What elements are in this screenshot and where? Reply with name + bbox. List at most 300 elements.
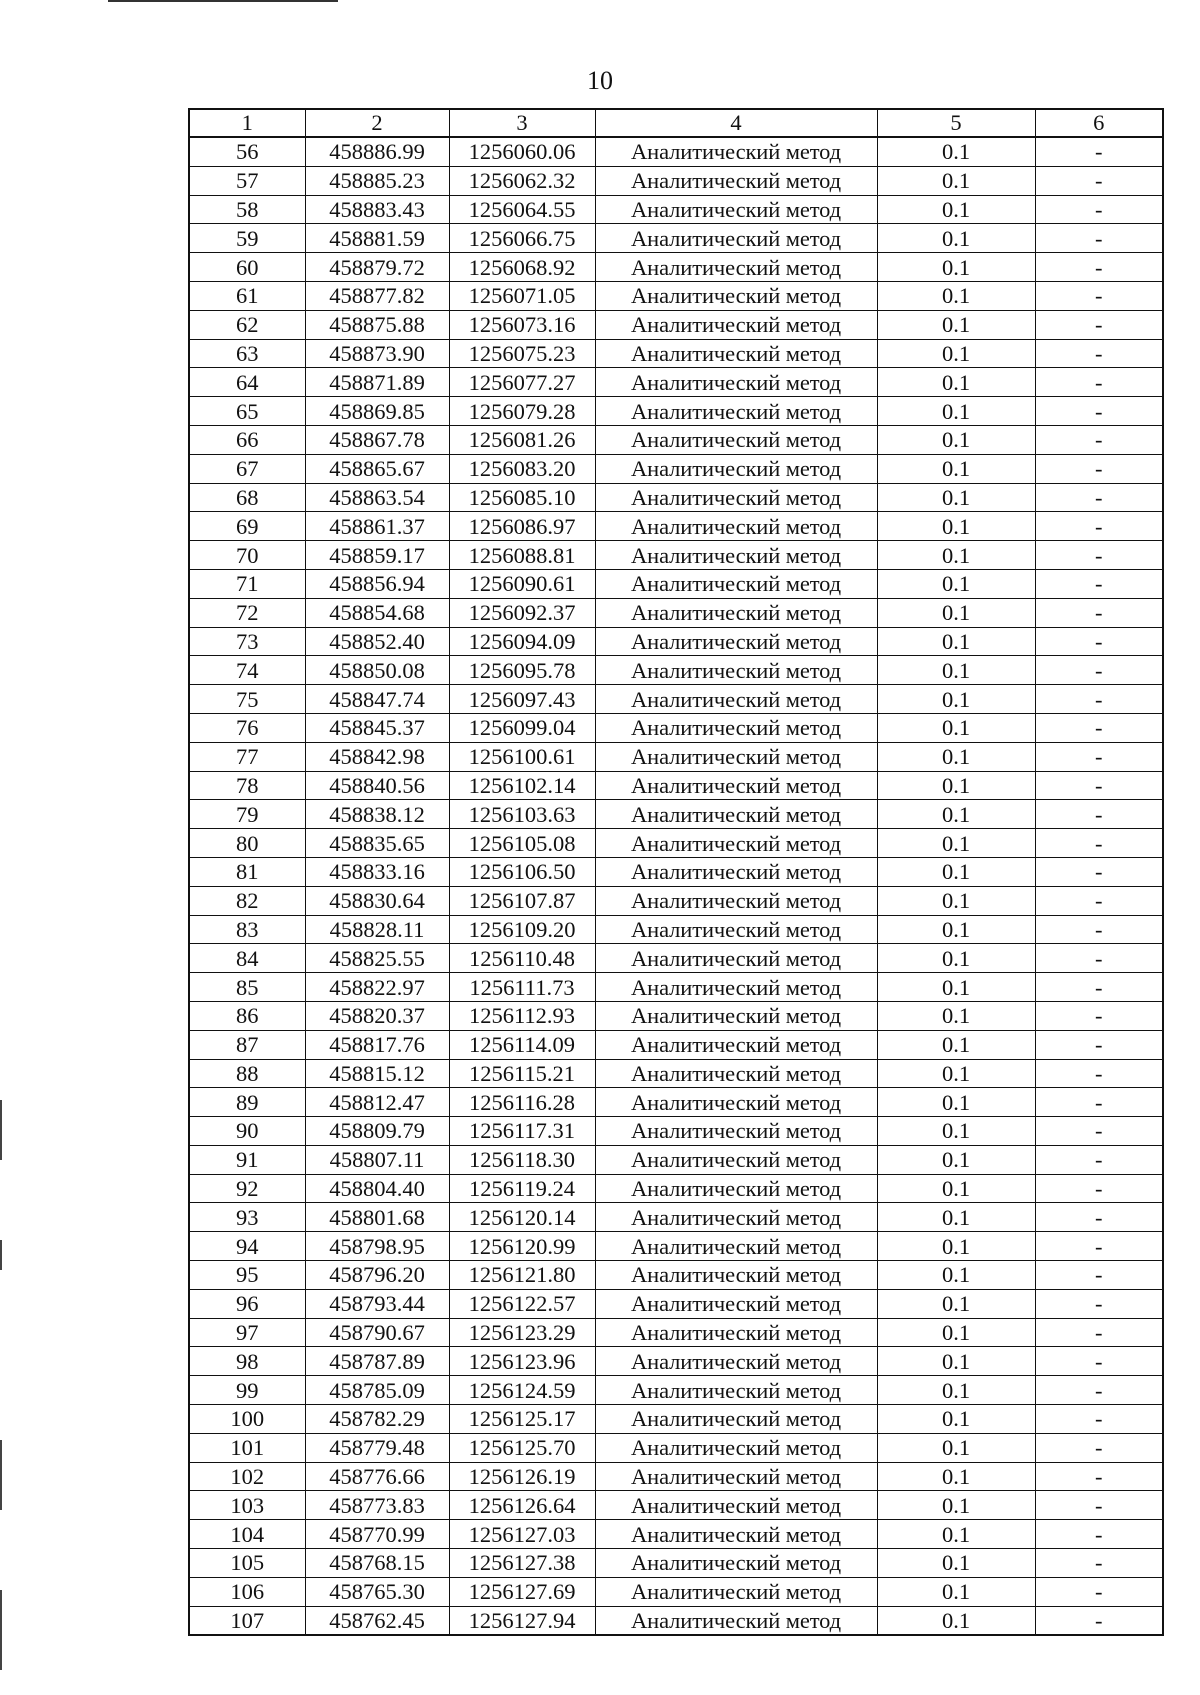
y-coordinate-cell: 1256127.03 xyxy=(449,1520,595,1549)
y-coordinate-cell: 1256122.57 xyxy=(449,1289,595,1318)
y-coordinate-cell: 1256097.43 xyxy=(449,685,595,714)
x-coordinate-cell: 458770.99 xyxy=(305,1520,449,1549)
method-cell: Аналитический метод xyxy=(595,310,877,339)
method-cell: Аналитический метод xyxy=(595,1549,877,1578)
description-cell: - xyxy=(1035,281,1163,310)
point-number-cell: 66 xyxy=(189,425,305,454)
table-row xyxy=(189,281,1163,310)
x-coordinate-cell: 458869.85 xyxy=(305,397,449,426)
accuracy-cell: 0.1 xyxy=(877,224,1035,253)
table-row xyxy=(189,713,1163,742)
description-cell: - xyxy=(1035,886,1163,915)
method-cell: Аналитический метод xyxy=(595,1261,877,1290)
method-cell: Аналитический метод xyxy=(595,1145,877,1174)
y-coordinate-cell: 1256125.17 xyxy=(449,1405,595,1434)
accuracy-cell: 0.1 xyxy=(877,1001,1035,1030)
x-coordinate-cell: 458787.89 xyxy=(305,1347,449,1376)
column-header: 4 xyxy=(595,109,877,137)
description-cell: - xyxy=(1035,1203,1163,1232)
point-number-cell: 80 xyxy=(189,829,305,858)
method-cell: Аналитический метод xyxy=(595,944,877,973)
accuracy-cell: 0.1 xyxy=(877,541,1035,570)
method-cell: Аналитический метод xyxy=(595,1059,877,1088)
x-coordinate-cell: 458881.59 xyxy=(305,224,449,253)
y-coordinate-cell: 1256066.75 xyxy=(449,224,595,253)
method-cell: Аналитический метод xyxy=(595,339,877,368)
x-coordinate-cell: 458762.45 xyxy=(305,1606,449,1635)
table-row xyxy=(189,1549,1163,1578)
point-number-cell: 84 xyxy=(189,944,305,973)
y-coordinate-cell: 1256073.16 xyxy=(449,310,595,339)
point-number-cell: 70 xyxy=(189,541,305,570)
accuracy-cell: 0.1 xyxy=(877,1030,1035,1059)
description-cell: - xyxy=(1035,627,1163,656)
accuracy-cell: 0.1 xyxy=(877,1203,1035,1232)
table-row xyxy=(189,857,1163,886)
description-cell: - xyxy=(1035,1405,1163,1434)
table-row xyxy=(189,1232,1163,1261)
y-coordinate-cell: 1256081.26 xyxy=(449,425,595,454)
y-coordinate-cell: 1256077.27 xyxy=(449,368,595,397)
x-coordinate-cell: 458871.89 xyxy=(305,368,449,397)
x-coordinate-cell: 458815.12 xyxy=(305,1059,449,1088)
accuracy-cell: 0.1 xyxy=(877,1577,1035,1606)
x-coordinate-cell: 458859.17 xyxy=(305,541,449,570)
point-number-cell: 74 xyxy=(189,656,305,685)
table-row xyxy=(189,829,1163,858)
table-row xyxy=(189,1059,1163,1088)
table-row xyxy=(189,1001,1163,1030)
point-number-cell: 95 xyxy=(189,1261,305,1290)
accuracy-cell: 0.1 xyxy=(877,1318,1035,1347)
table-row xyxy=(189,1145,1163,1174)
table-row xyxy=(189,253,1163,282)
description-cell: - xyxy=(1035,1577,1163,1606)
table-row xyxy=(189,973,1163,1002)
description-cell: - xyxy=(1035,1491,1163,1520)
description-cell: - xyxy=(1035,195,1163,224)
table-row xyxy=(189,541,1163,570)
table-row xyxy=(189,569,1163,598)
x-coordinate-cell: 458877.82 xyxy=(305,281,449,310)
x-coordinate-cell: 458790.67 xyxy=(305,1318,449,1347)
y-coordinate-cell: 1256105.08 xyxy=(449,829,595,858)
y-coordinate-cell: 1256075.23 xyxy=(449,339,595,368)
point-number-cell: 69 xyxy=(189,512,305,541)
accuracy-cell: 0.1 xyxy=(877,483,1035,512)
accuracy-cell: 0.1 xyxy=(877,886,1035,915)
accuracy-cell: 0.1 xyxy=(877,713,1035,742)
point-number-cell: 75 xyxy=(189,685,305,714)
accuracy-cell: 0.1 xyxy=(877,166,1035,195)
description-cell: - xyxy=(1035,310,1163,339)
accuracy-cell: 0.1 xyxy=(877,1289,1035,1318)
x-coordinate-cell: 458776.66 xyxy=(305,1462,449,1491)
point-number-cell: 72 xyxy=(189,598,305,627)
method-cell: Аналитический метод xyxy=(595,1174,877,1203)
x-coordinate-cell: 458852.40 xyxy=(305,627,449,656)
description-cell: - xyxy=(1035,1347,1163,1376)
y-coordinate-cell: 1256088.81 xyxy=(449,541,595,570)
header-rule xyxy=(108,0,338,2)
y-coordinate-cell: 1256127.38 xyxy=(449,1549,595,1578)
x-coordinate-cell: 458873.90 xyxy=(305,339,449,368)
accuracy-cell: 0.1 xyxy=(877,685,1035,714)
description-cell: - xyxy=(1035,454,1163,483)
point-number-cell: 79 xyxy=(189,800,305,829)
table-row xyxy=(189,224,1163,253)
page-number: 10 xyxy=(587,66,613,95)
x-coordinate-cell: 458885.23 xyxy=(305,166,449,195)
y-coordinate-cell: 1256086.97 xyxy=(449,512,595,541)
method-cell: Аналитический метод xyxy=(595,1347,877,1376)
description-cell: - xyxy=(1035,137,1163,166)
method-cell: Аналитический метод xyxy=(595,1203,877,1232)
accuracy-cell: 0.1 xyxy=(877,1174,1035,1203)
point-number-cell: 88 xyxy=(189,1059,305,1088)
y-coordinate-cell: 1256099.04 xyxy=(449,713,595,742)
column-header: 2 xyxy=(305,109,449,137)
description-cell: - xyxy=(1035,1462,1163,1491)
x-coordinate-cell: 458854.68 xyxy=(305,598,449,627)
description-cell: - xyxy=(1035,339,1163,368)
point-number-cell: 78 xyxy=(189,771,305,800)
point-number-cell: 99 xyxy=(189,1376,305,1405)
table-row xyxy=(189,310,1163,339)
y-coordinate-cell: 1256123.96 xyxy=(449,1347,595,1376)
point-number-cell: 101 xyxy=(189,1433,305,1462)
point-number-cell: 61 xyxy=(189,281,305,310)
x-coordinate-cell: 458793.44 xyxy=(305,1289,449,1318)
point-number-cell: 76 xyxy=(189,713,305,742)
table-row xyxy=(189,598,1163,627)
y-coordinate-cell: 1256120.99 xyxy=(449,1232,595,1261)
table-row xyxy=(189,425,1163,454)
point-number-cell: 63 xyxy=(189,339,305,368)
point-number-cell: 91 xyxy=(189,1145,305,1174)
table-row xyxy=(189,1577,1163,1606)
x-coordinate-cell: 458768.15 xyxy=(305,1549,449,1578)
y-coordinate-cell: 1256103.63 xyxy=(449,800,595,829)
method-cell: Аналитический метод xyxy=(595,685,877,714)
table-row xyxy=(189,685,1163,714)
accuracy-cell: 0.1 xyxy=(877,1376,1035,1405)
accuracy-cell: 0.1 xyxy=(877,973,1035,1002)
x-coordinate-cell: 458842.98 xyxy=(305,742,449,771)
method-cell: Аналитический метод xyxy=(595,915,877,944)
column-header: 1 xyxy=(189,109,305,137)
description-cell: - xyxy=(1035,829,1163,858)
method-cell: Аналитический метод xyxy=(595,1318,877,1347)
description-cell: - xyxy=(1035,973,1163,1002)
accuracy-cell: 0.1 xyxy=(877,310,1035,339)
x-coordinate-cell: 458812.47 xyxy=(305,1088,449,1117)
description-cell: - xyxy=(1035,1318,1163,1347)
description-cell: - xyxy=(1035,512,1163,541)
table-row xyxy=(189,1088,1163,1117)
table-row xyxy=(189,1203,1163,1232)
y-coordinate-cell: 1256068.92 xyxy=(449,253,595,282)
description-cell: - xyxy=(1035,1117,1163,1146)
table-row xyxy=(189,886,1163,915)
table-row xyxy=(189,137,1163,166)
y-coordinate-cell: 1256071.05 xyxy=(449,281,595,310)
y-coordinate-cell: 1256117.31 xyxy=(449,1117,595,1146)
point-number-cell: 58 xyxy=(189,195,305,224)
method-cell: Аналитический метод xyxy=(595,1405,877,1434)
accuracy-cell: 0.1 xyxy=(877,598,1035,627)
method-cell: Аналитический метод xyxy=(595,368,877,397)
description-cell: - xyxy=(1035,598,1163,627)
x-coordinate-cell: 458822.97 xyxy=(305,973,449,1002)
table-row xyxy=(189,1318,1163,1347)
x-coordinate-cell: 458809.79 xyxy=(305,1117,449,1146)
accuracy-cell: 0.1 xyxy=(877,1261,1035,1290)
table-row xyxy=(189,656,1163,685)
point-number-cell: 96 xyxy=(189,1289,305,1318)
point-number-cell: 62 xyxy=(189,310,305,339)
method-cell: Аналитический метод xyxy=(595,425,877,454)
method-cell: Аналитический метод xyxy=(595,857,877,886)
point-number-cell: 94 xyxy=(189,1232,305,1261)
accuracy-cell: 0.1 xyxy=(877,425,1035,454)
method-cell: Аналитический метод xyxy=(595,598,877,627)
method-cell: Аналитический метод xyxy=(595,195,877,224)
method-cell: Аналитический метод xyxy=(595,569,877,598)
x-coordinate-cell: 458875.88 xyxy=(305,310,449,339)
description-cell: - xyxy=(1035,1030,1163,1059)
table-row xyxy=(189,166,1163,195)
y-coordinate-cell: 1256083.20 xyxy=(449,454,595,483)
point-number-cell: 87 xyxy=(189,1030,305,1059)
accuracy-cell: 0.1 xyxy=(877,281,1035,310)
x-coordinate-cell: 458861.37 xyxy=(305,512,449,541)
y-coordinate-cell: 1256120.14 xyxy=(449,1203,595,1232)
description-cell: - xyxy=(1035,166,1163,195)
accuracy-cell: 0.1 xyxy=(877,1059,1035,1088)
method-cell: Аналитический метод xyxy=(595,627,877,656)
x-coordinate-cell: 458835.65 xyxy=(305,829,449,858)
point-number-cell: 67 xyxy=(189,454,305,483)
x-coordinate-cell: 458847.74 xyxy=(305,685,449,714)
y-coordinate-cell: 1256124.59 xyxy=(449,1376,595,1405)
method-cell: Аналитический метод xyxy=(595,253,877,282)
y-coordinate-cell: 1256100.61 xyxy=(449,742,595,771)
accuracy-cell: 0.1 xyxy=(877,627,1035,656)
method-cell: Аналитический метод xyxy=(595,512,877,541)
accuracy-cell: 0.1 xyxy=(877,368,1035,397)
accuracy-cell: 0.1 xyxy=(877,800,1035,829)
description-cell: - xyxy=(1035,656,1163,685)
y-coordinate-cell: 1256125.70 xyxy=(449,1433,595,1462)
point-number-cell: 71 xyxy=(189,569,305,598)
point-number-cell: 102 xyxy=(189,1462,305,1491)
point-number-cell: 105 xyxy=(189,1549,305,1578)
description-cell: - xyxy=(1035,1376,1163,1405)
method-cell: Аналитический метод xyxy=(595,1462,877,1491)
y-coordinate-cell: 1256095.78 xyxy=(449,656,595,685)
accuracy-cell: 0.1 xyxy=(877,857,1035,886)
point-number-cell: 89 xyxy=(189,1088,305,1117)
y-coordinate-cell: 1256111.73 xyxy=(449,973,595,1002)
table-row xyxy=(189,1289,1163,1318)
x-coordinate-cell: 458773.83 xyxy=(305,1491,449,1520)
point-number-cell: 106 xyxy=(189,1577,305,1606)
method-cell: Аналитический метод xyxy=(595,1433,877,1462)
scan-margin-mark xyxy=(0,1440,2,1510)
table-row xyxy=(189,1405,1163,1434)
accuracy-cell: 0.1 xyxy=(877,137,1035,166)
description-cell: - xyxy=(1035,1001,1163,1030)
method-cell: Аналитический метод xyxy=(595,1376,877,1405)
method-cell: Аналитический метод xyxy=(595,1491,877,1520)
x-coordinate-cell: 458867.78 xyxy=(305,425,449,454)
accuracy-cell: 0.1 xyxy=(877,1520,1035,1549)
point-number-cell: 65 xyxy=(189,397,305,426)
y-coordinate-cell: 1256090.61 xyxy=(449,569,595,598)
point-number-cell: 93 xyxy=(189,1203,305,1232)
table-row xyxy=(189,1117,1163,1146)
x-coordinate-cell: 458765.30 xyxy=(305,1577,449,1606)
method-cell: Аналитический метод xyxy=(595,1577,877,1606)
method-cell: Аналитический метод xyxy=(595,224,877,253)
accuracy-cell: 0.1 xyxy=(877,1347,1035,1376)
x-coordinate-cell: 458865.67 xyxy=(305,454,449,483)
point-number-cell: 98 xyxy=(189,1347,305,1376)
table-row xyxy=(189,1462,1163,1491)
x-coordinate-cell: 458886.99 xyxy=(305,137,449,166)
scan-margin-mark xyxy=(0,1590,2,1670)
accuracy-cell: 0.1 xyxy=(877,829,1035,858)
accuracy-cell: 0.1 xyxy=(877,1232,1035,1261)
x-coordinate-cell: 458828.11 xyxy=(305,915,449,944)
method-cell: Аналитический метод xyxy=(595,454,877,483)
description-cell: - xyxy=(1035,224,1163,253)
table-row xyxy=(189,800,1163,829)
y-coordinate-cell: 1256126.19 xyxy=(449,1462,595,1491)
y-coordinate-cell: 1256126.64 xyxy=(449,1491,595,1520)
table-row xyxy=(189,1261,1163,1290)
accuracy-cell: 0.1 xyxy=(877,339,1035,368)
y-coordinate-cell: 1256115.21 xyxy=(449,1059,595,1088)
point-number-cell: 57 xyxy=(189,166,305,195)
point-number-cell: 100 xyxy=(189,1405,305,1434)
table-row xyxy=(189,1606,1163,1635)
y-coordinate-cell: 1256079.28 xyxy=(449,397,595,426)
description-cell: - xyxy=(1035,483,1163,512)
y-coordinate-cell: 1256102.14 xyxy=(449,771,595,800)
method-cell: Аналитический метод xyxy=(595,713,877,742)
accuracy-cell: 0.1 xyxy=(877,1462,1035,1491)
table-row xyxy=(189,742,1163,771)
accuracy-cell: 0.1 xyxy=(877,195,1035,224)
description-cell: - xyxy=(1035,800,1163,829)
table-row xyxy=(189,454,1163,483)
method-cell: Аналитический метод xyxy=(595,1606,877,1635)
description-cell: - xyxy=(1035,771,1163,800)
y-coordinate-cell: 1256110.48 xyxy=(449,944,595,973)
description-cell: - xyxy=(1035,541,1163,570)
table-row xyxy=(189,1520,1163,1549)
table-row xyxy=(189,195,1163,224)
x-coordinate-cell: 458838.12 xyxy=(305,800,449,829)
description-cell: - xyxy=(1035,944,1163,973)
description-cell: - xyxy=(1035,569,1163,598)
description-cell: - xyxy=(1035,1232,1163,1261)
point-number-cell: 56 xyxy=(189,137,305,166)
accuracy-cell: 0.1 xyxy=(877,1491,1035,1520)
table-row xyxy=(189,397,1163,426)
accuracy-cell: 0.1 xyxy=(877,771,1035,800)
method-cell: Аналитический метод xyxy=(595,771,877,800)
method-cell: Аналитический метод xyxy=(595,1520,877,1549)
y-coordinate-cell: 1256107.87 xyxy=(449,886,595,915)
description-cell: - xyxy=(1035,1520,1163,1549)
y-coordinate-cell: 1256127.94 xyxy=(449,1606,595,1635)
description-cell: - xyxy=(1035,1433,1163,1462)
point-number-cell: 73 xyxy=(189,627,305,656)
method-cell: Аналитический метод xyxy=(595,656,877,685)
table-row xyxy=(189,1030,1163,1059)
table-row xyxy=(189,512,1163,541)
method-cell: Аналитический метод xyxy=(595,166,877,195)
y-coordinate-cell: 1256118.30 xyxy=(449,1145,595,1174)
y-coordinate-cell: 1256092.37 xyxy=(449,598,595,627)
x-coordinate-cell: 458833.16 xyxy=(305,857,449,886)
x-coordinate-cell: 458830.64 xyxy=(305,886,449,915)
point-number-cell: 64 xyxy=(189,368,305,397)
accuracy-cell: 0.1 xyxy=(877,397,1035,426)
description-cell: - xyxy=(1035,857,1163,886)
point-number-cell: 77 xyxy=(189,742,305,771)
table-header-row xyxy=(189,109,1163,137)
y-coordinate-cell: 1256064.55 xyxy=(449,195,595,224)
x-coordinate-cell: 458782.29 xyxy=(305,1405,449,1434)
y-coordinate-cell: 1256114.09 xyxy=(449,1030,595,1059)
column-header: 3 xyxy=(449,109,595,137)
y-coordinate-cell: 1256109.20 xyxy=(449,915,595,944)
accuracy-cell: 0.1 xyxy=(877,454,1035,483)
description-cell: - xyxy=(1035,1261,1163,1290)
table-row xyxy=(189,1376,1163,1405)
description-cell: - xyxy=(1035,915,1163,944)
description-cell: - xyxy=(1035,713,1163,742)
table-row xyxy=(189,627,1163,656)
point-number-cell: 68 xyxy=(189,483,305,512)
x-coordinate-cell: 458817.76 xyxy=(305,1030,449,1059)
method-cell: Аналитический метод xyxy=(595,281,877,310)
table-row xyxy=(189,1433,1163,1462)
description-cell: - xyxy=(1035,1549,1163,1578)
point-number-cell: 92 xyxy=(189,1174,305,1203)
method-cell: Аналитический метод xyxy=(595,1030,877,1059)
accuracy-cell: 0.1 xyxy=(877,512,1035,541)
y-coordinate-cell: 1256060.06 xyxy=(449,137,595,166)
table-row xyxy=(189,771,1163,800)
accuracy-cell: 0.1 xyxy=(877,1405,1035,1434)
method-cell: Аналитический метод xyxy=(595,137,877,166)
y-coordinate-cell: 1256062.32 xyxy=(449,166,595,195)
method-cell: Аналитический метод xyxy=(595,973,877,1002)
x-coordinate-cell: 458785.09 xyxy=(305,1376,449,1405)
accuracy-cell: 0.1 xyxy=(877,915,1035,944)
y-coordinate-cell: 1256127.69 xyxy=(449,1577,595,1606)
y-coordinate-cell: 1256106.50 xyxy=(449,857,595,886)
table-row xyxy=(189,944,1163,973)
x-coordinate-cell: 458796.20 xyxy=(305,1261,449,1290)
description-cell: - xyxy=(1035,1606,1163,1635)
table-row xyxy=(189,368,1163,397)
